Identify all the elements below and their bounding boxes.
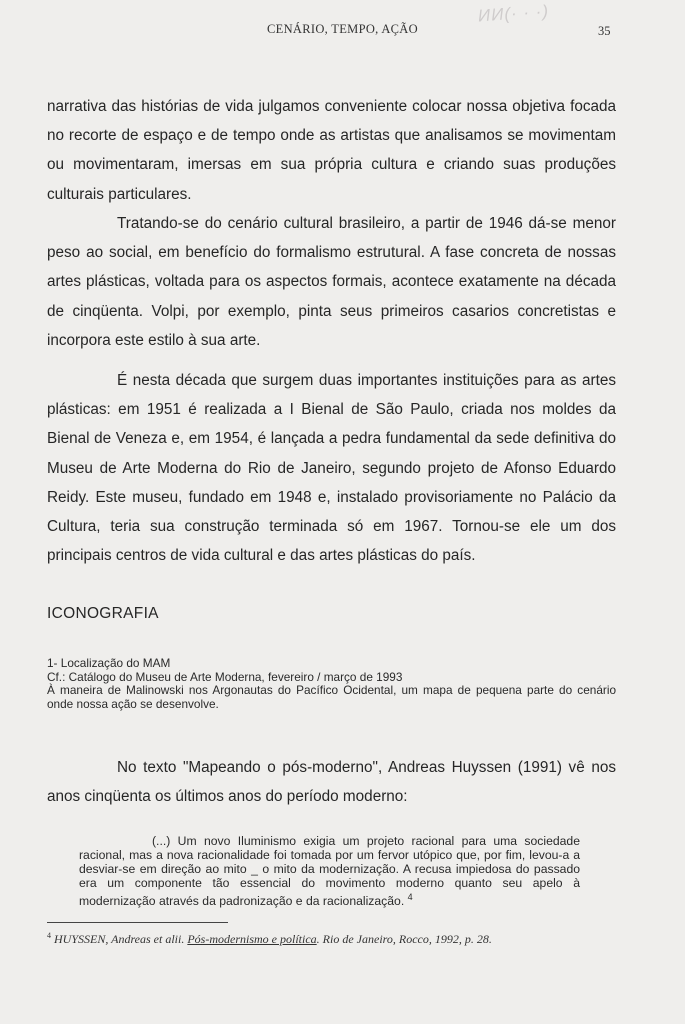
footnote-reference[interactable]: 4 [407, 892, 413, 902]
page-number: 35 [598, 24, 611, 38]
block-quote-text: (...) Um novo Iluminismo exigia um projeto racional para uma sociedade racional, mas a nova racionalidade foi tomada por um fervor utópico que, por fim, levou-a a desviar-se em direção ao mito _ o mito da modernização. A recusa impiedosa do passado era um componente tão essencial do movimento moderno quanto seu apelo à modernização através da padronização e da racionalização. [79, 834, 580, 909]
caption-title: 1- Localização do MAM [47, 656, 171, 670]
body-paragraph-3: É nesta década que surgem duas importantes instituições para as artes plásticas: em 1951 é realizada a I Bienal de São Paulo, criada nos moldes da Bienal de Veneza e, em 1954, é lançada a pedra fundamental da sede definitiva do Museu de Arte Moderna do Rio de Janeiro, segundo projeto de Afonso Eduardo Reidy. Este museu, fundado em 1948 e, instalado provisoriamente no Palácio da Cultura, teria sua construção terminada só em 1967. Tornou-se ele um dos principais centros de vida cultural e das artes plásticas do país. [47, 372, 616, 565]
pencil-annotation: ИИ(· · ·) [477, 1, 550, 26]
body-paragraph-1: narrativa das histórias de vida julgamos conveniente colocar nossa objetiva focada no recorte de espaço e de tempo onde as artistas que analisamos se movimentam ou movimentaram, imersas em sua própria cultura e criando suas produções culturais particulares. [47, 98, 616, 203]
intro-paragraph: No texto "Mapeando o pós-moderno", Andreas Huyssen (1991) vê nos anos cinqüenta os últimos anos do período moderno: [47, 759, 616, 806]
footnote-divider [47, 922, 228, 923]
body-paragraph-2: Tratando-se do cenário cultural brasileiro, a partir de 1946 dá-se menor peso ao social, em benefício do formalismo estrutural. A fase concreta de nossas artes plásticas, voltada para os aspectos formais, acontece exatamente na década de cinqüenta. Volpi, por exemplo, pinta seus primeiros casarios concretistas e incorpora este estilo à sua arte. [47, 215, 616, 349]
footnote-publication: . Rio de Janeiro, Rocco, 1992, p. 28. [316, 932, 492, 946]
section-heading: ICONOGRAFIA [47, 605, 159, 622]
footnote [47, 931, 647, 947]
footnote-book-title: Pós-modernismo e política [187, 932, 317, 946]
running-head: CENÁRIO, TEMPO, AÇÃO [267, 22, 418, 36]
footnote-number: 4 [47, 931, 51, 940]
footnote-authors: HUYSSEN, Andreas et alii. [54, 932, 188, 946]
caption-description: À maneira de Malinowski nos Argonautas do Pacífico Ocidental, um mapa de pequena parte do cenário onde nossa ação se desenvolve. [47, 683, 616, 711]
block-quote [79, 834, 580, 908]
caption-source: Cf.: Catálogo do Museu de Arte Moderna, fevereiro / março de 1993 [47, 669, 403, 684]
figure-caption [47, 657, 616, 711]
